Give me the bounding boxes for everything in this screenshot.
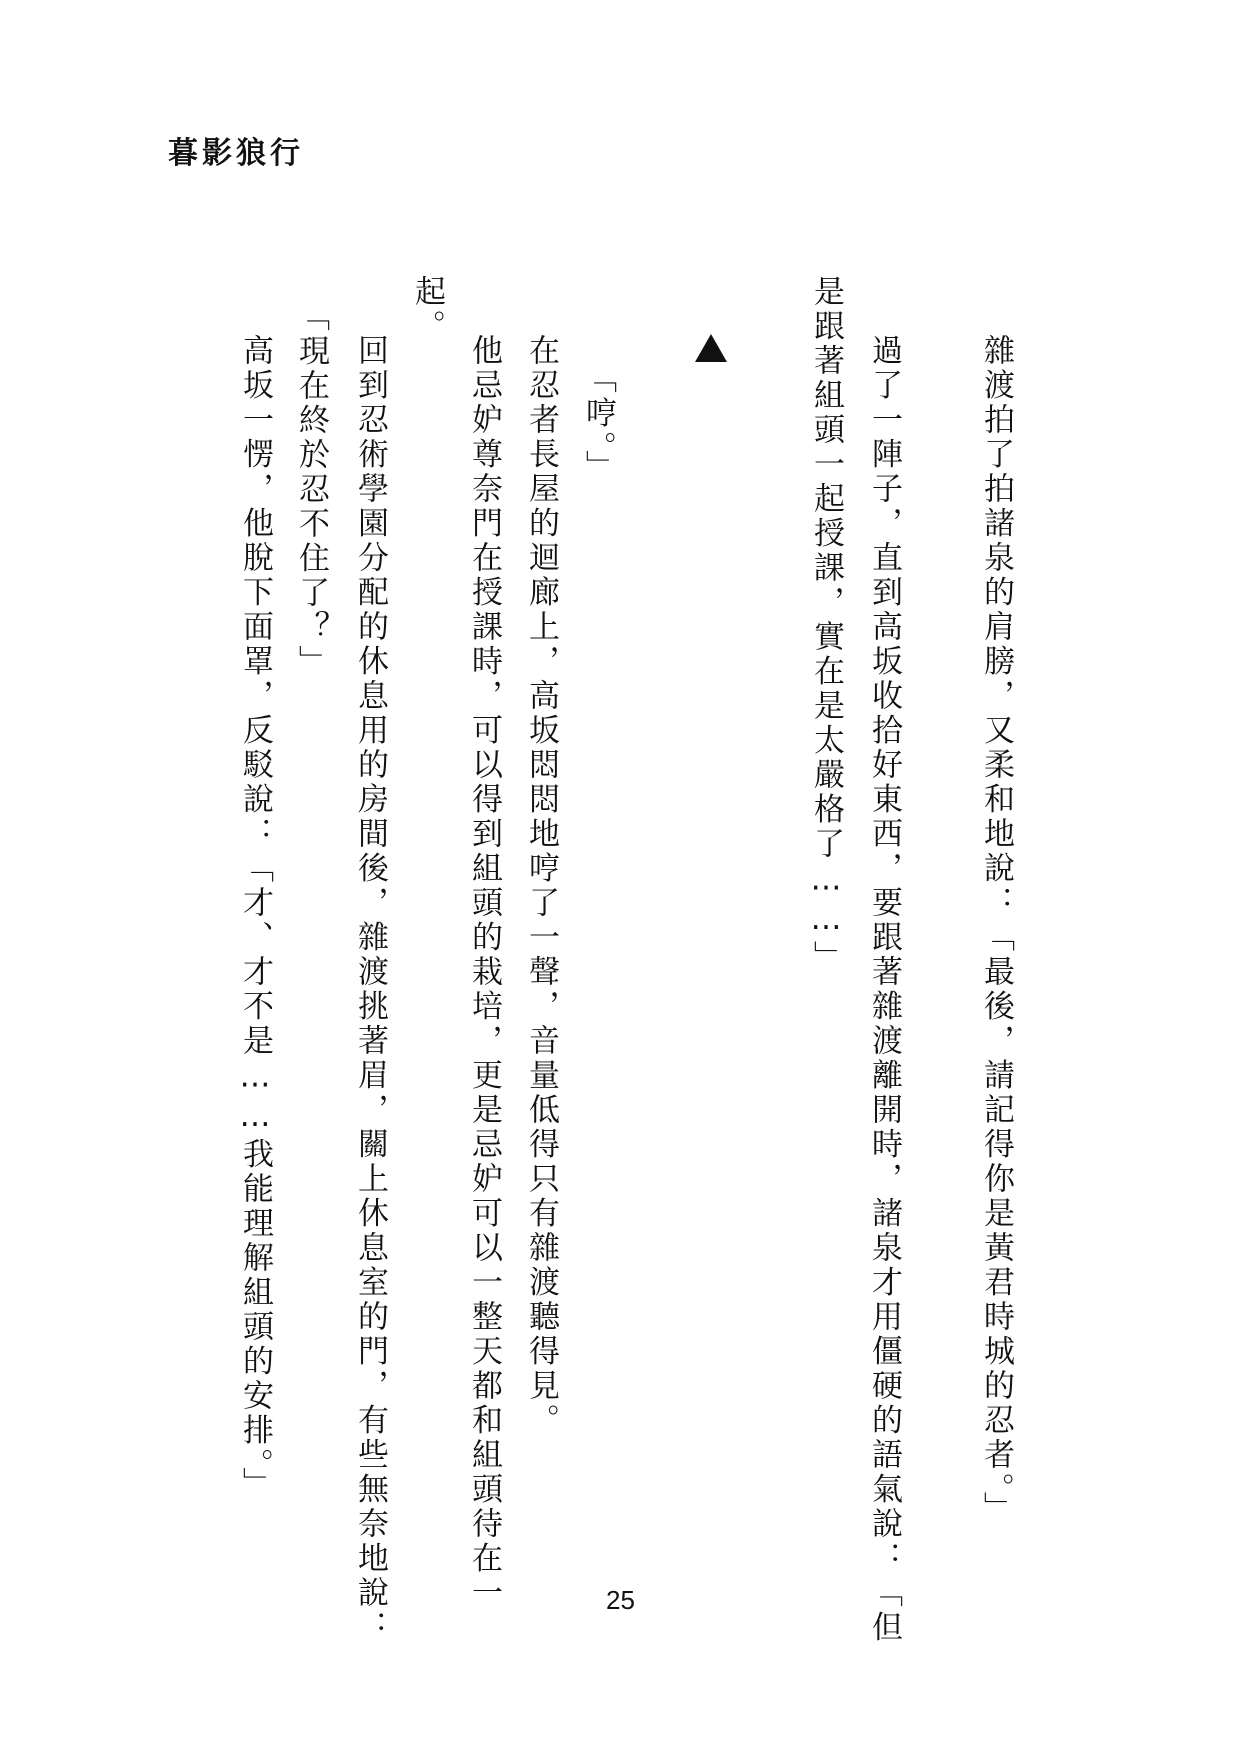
- text-column-9: 「現在終於忍不住了？」: [293, 300, 329, 680]
- text-column-7: 起。: [409, 275, 445, 344]
- text-column-4: 「哼。」: [580, 362, 616, 485]
- scene-break-triangle: [695, 334, 727, 362]
- text-column-5: 在忍者長屋的迴廊上，高坂悶悶地哼了一聲，音量低得只有雜渡聽得見。: [523, 334, 559, 1438]
- text-column-10: 高坂一愣，他脫下面罩，反駁說：「才、才不是……我能理解組頭的安排。」: [237, 334, 273, 1502]
- page-number: 25: [606, 1585, 635, 1615]
- book-title: 暮影狼行: [168, 136, 304, 171]
- text-column-2: 過了一陣子，直到高坂收拾好東西，要跟著雜渡離開時，諸泉才用僵硬的語氣說：「但: [866, 334, 902, 1645]
- text-column-1: 雜渡拍了拍諸泉的肩膀，又柔和地說：「最後，請記得你是黃君時城的忍者。」: [978, 334, 1014, 1526]
- text-column-6: 他忌妒尊奈門在授課時，可以得到組頭的栽培，更是忌妒可以一整天都和組頭待在一: [466, 334, 502, 1611]
- text-column-3: 是跟著組頭一起授課，實在是太嚴格了……」: [808, 275, 844, 975]
- text-column-8: 回到忍術學園分配的休息用的房間後，雜渡挑著眉，關上休息室的門，有些無奈地說：: [352, 334, 388, 1645]
